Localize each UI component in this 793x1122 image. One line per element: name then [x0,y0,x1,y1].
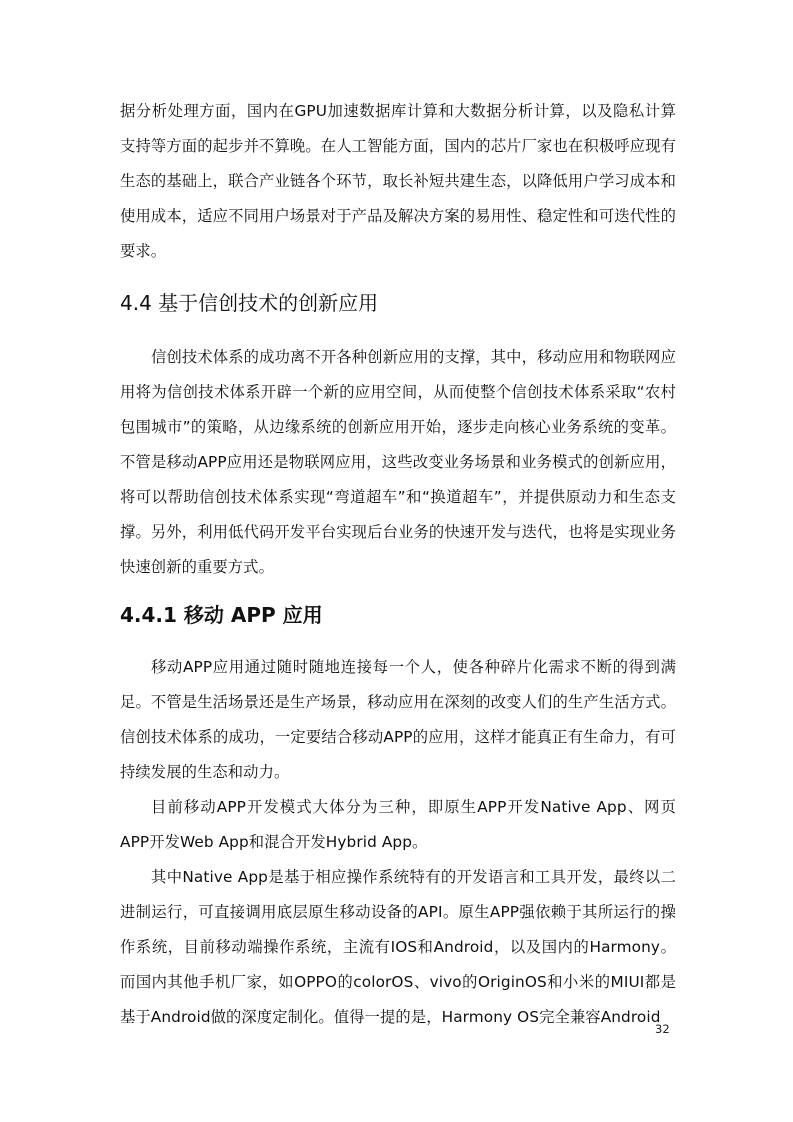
paragraph-mobile-app-intro: 移动APP应用通过随时随地连接每一个人，使各种碎片化需求不断的得到满足。不管是生活场景还是生产场景，移动应用在深刻的改变人们的生产生活方式。信创技术体系的成功，一定要结合移动APP的应用，这样才能真正有生命力，有可持续发展的生态和动力。 [120,658,676,781]
paragraph-dev-modes: 目前移动APP开发模式大体分为三种，即原生APP开发Native App、网页APP开发Web App和混合开发Hybrid App。 [120,798,676,851]
section-heading-4-4: 4.4 基于信创技术的创新应用 [120,291,379,315]
page-number: 32 [655,1022,670,1036]
paragraph-innovation-apps: 信创技术体系的成功离不开各种创新应用的支撑，其中，移动应用和物联网应用将为信创技术体系开辟一个新的应用空间，从而使整个信创技术体系采取“农村包围城市”的策略，从边缘系统的创新应用开始，逐步走向核心业务系统的变革。不管是移动APP应用还是物联网应用，这些改变业务场景和业务模式的创新应用，将可以帮助信创技术体系实现“弯道超车”和“换道超车”，并提供原动力和生态支撑。另外，利用低代码开发平台实现后台业务的快速开发与迭代，也将是实现业务快速创新的重要方式。 [120,348,676,576]
paragraph-native-app: 其中Native App是基于相应操作系统特有的开发语言和工具开发，最终以二进制运行，可直接调用底层原生移动设备的API。原生APP强依赖于其所运行的操作系统，目前移动端操作系统，主流有IOS和Android，以及国内的Harmony。而国内其他手机厂家，如OPPO的colorOS、vivo的OriginOS和小米的MIUI都是基于Android做的深度定制化。值得一提的是，Harmony OS完全兼容Android [120,868,676,1026]
section-heading-4-4-1: 4.4.1 移动 APP 应用 [120,603,323,627]
paragraph-data-analysis: 据分析处理方面，国内在GPU加速数据库计算和大数据分析计算，以及隐私计算支持等方面的起步并不算晚。在人工智能方面，国内的芯片厂家也在积极呼应现有生态的基础上，联合产业链各个环节，取长补短共建生态，以降低用户学习成本和使用成本，适应不同用户场景对于产品及解决方案的易用性、稳定性和可迭代性的要求。 [120,102,676,260]
